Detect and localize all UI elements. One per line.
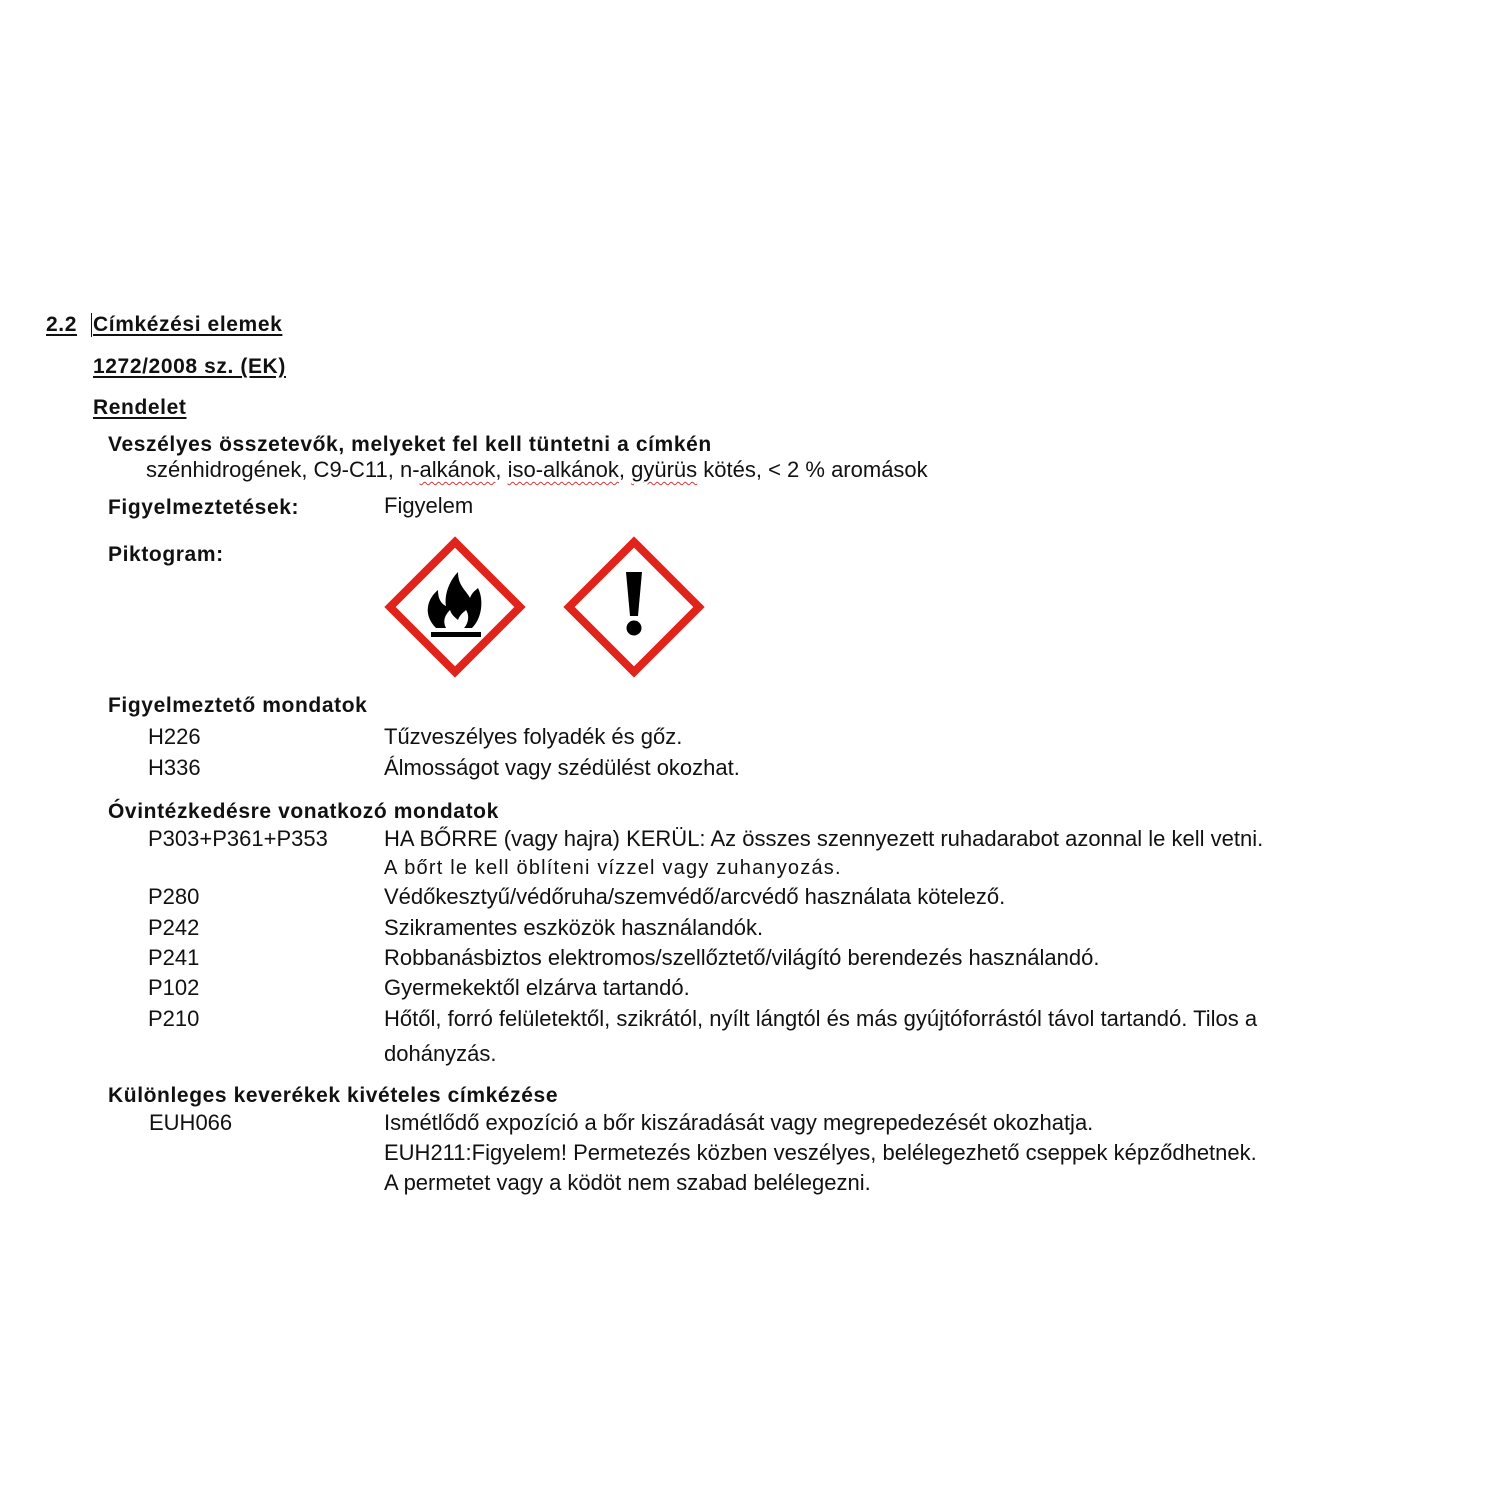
precautionary-code: P280 [148,884,200,909]
hazardous-components-text [146,457,928,483]
pictogram-label: Piktogram: [108,543,224,566]
euh-text-continued: A permetet vagy a ködöt nem szabad belélegezni. [384,1170,871,1195]
euh-text-continued: EUH211:Figyelem! Permetezés közben veszélyes, belélegezhető cseppek képződhetnek. [384,1140,1257,1165]
precautionary-code: P210 [148,1006,200,1031]
euh-text: Ismétlődő expozíció a bőr kiszáradását vagy megrepedezését okozhatja. [384,1110,1094,1135]
hazardous-components-heading: Veszélyes összetevők, melyeket fel kell tüntetni a címkén [108,433,712,456]
regulation-label: Rendelet [93,396,187,419]
hazard-text: Álmosságot vagy szédülést okozhat. [384,755,740,780]
flame-icon [384,536,526,678]
precautionary-code: P102 [148,975,200,1000]
precautionary-statements-heading: Óvintézkedésre vonatkozó mondatok [108,800,499,823]
regulation-number: 1272/2008 sz. (EK) [93,355,286,378]
spellcheck-word: alkánok [419,457,496,482]
precautionary-code: P241 [148,945,200,970]
spellcheck-word: iso-alkánok [507,457,619,482]
signal-word: Figyelem [384,493,474,518]
precautionary-text: Szikramentes eszközök használandók. [384,915,764,940]
precautionary-text: Védőkesztyű/védőruha/szemvédő/arcvédő használata kötelező. [384,884,1006,909]
section-number: 2.2 [46,313,77,336]
precautionary-text: HA BŐRRE (vagy hajra) KERÜL: Az összes szennyezett ruhadarabot azonnal le kell vetni. [384,826,1264,851]
hazard-code: H336 [148,755,201,780]
precautionary-text: Hőtől, forró felületektől, szikrától, nyílt lángtól és más gyújtóforrástól távol tartandó. Tilos a [384,1006,1258,1031]
hazard-statements-heading: Figyelmeztető mondatok [108,694,368,717]
cursor-mark [91,313,92,337]
exclamation-mark-icon [563,536,705,678]
hazard-text: Tűzveszélyes folyadék és gőz. [384,724,683,749]
precautionary-text-continued: dohányzás. [384,1041,497,1066]
special-mixtures-heading: Különleges keverékek kivételes címkézése [108,1084,559,1107]
components-part: , [618,457,632,482]
section-title: Címkézési elemek [93,313,283,336]
components-part: kötés, < 2 % aromások [697,457,928,482]
precautionary-text: Gyermekektől elzárva tartandó. [384,975,690,1000]
precautionary-code: P303+P361+P353 [148,826,328,851]
precautionary-text-continued: A bőrt le kell öblíteni vízzel vagy zuhanyozás. [384,857,842,879]
spellcheck-word: gyürüs [631,457,698,482]
warnings-label: Figyelmeztetések: [108,496,300,519]
euh-code: EUH066 [149,1110,233,1135]
precautionary-text: Robbanásbiztos elektromos/szellőztető/világító berendezés használandó. [384,945,1100,970]
components-part: szénhidrogének, C9-C11, n- [146,457,420,482]
components-part: , [495,457,508,482]
hazard-code: H226 [148,724,201,749]
precautionary-code: P242 [148,915,200,940]
